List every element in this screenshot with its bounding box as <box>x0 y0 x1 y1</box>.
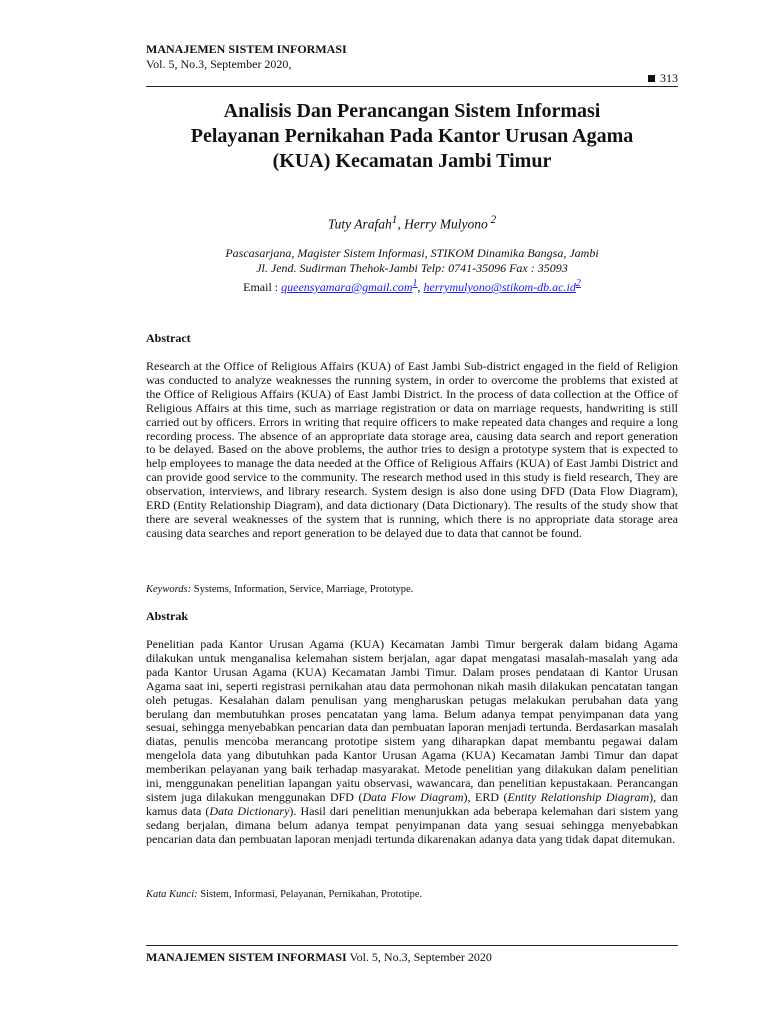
email-label: Email : <box>243 280 282 294</box>
erd-term: Entity Relationship Diagram <box>507 789 650 804</box>
abstrak-body <box>146 638 678 847</box>
email-separator: , <box>417 280 424 294</box>
abstrak-body-part-3: ), dan kamus data ( <box>146 789 678 818</box>
journal-volume: Vol. 5, No.3, September 2020, <box>146 57 292 71</box>
page-number-value: 313 <box>660 71 678 85</box>
author-separator: , <box>397 216 405 232</box>
kata-kunci-value: Sistem, Informasi, Pelayanan, Pernikahan, Prototipe. <box>197 889 423 900</box>
footer-journal-name: MANAJEMEN SISTEM INFORMASI <box>146 950 347 964</box>
abstract-keywords <box>146 583 678 597</box>
abstrak-keywords <box>146 888 678 902</box>
abstrak-body-part-2: ), ERD ( <box>463 789 508 804</box>
abstrak-body-part-1: Penelitian pada Kantor Urusan Agama (KUA) Kecamatan Jambi Timur bergerak dalam bidang Agama dilakukan untuk menganalisa kelemahan sistem berjalan, agar dapat mengatasi masalah-masalah yang ada pada Kantor Urusan Agama (KUA) Kecamatan Jambi Timur. Dalam proses pendataan di Kantor Urusan Agama saat ini, seperti registrasi pernikahan atau data permohonan nikah masih dilakukan pencatatan tangan oleh petugas. Kesalahan dalam penulisan yang mengharuskan petugas melakukan perubahan data yang berulang dan membutuhkan proses pencatatan yang lama. Belum adanya tempat penyimpanan data yang sesuai, sehingga menyebabkan pencarian data dan pembuatan laporan menjadi tertunda. Berdasarkan masalah diatas, penulis mencoba merancang prototipe sistem yang diharapkan dapat membantu pegawai dalam mengelola data yang dibutuhkan pada Kantor Urusan Agama (KUA) Kecamatan Jambi Timur dan dapat memberikan pelayanan yang baik terhadap masyarakat. Metode penelitian yang dilakukan dalam penelitian ini, menggunakan penelitian lapangan yaitu observasi, wawancara, dan penelitian kepustakaan. Perancangan sistem juga dilakukan menggunakan DFD ( <box>146 637 678 804</box>
page-number <box>648 71 678 86</box>
abstrak-heading: Abstrak <box>146 609 189 623</box>
email-1-sup: 1 <box>412 278 418 289</box>
author-list <box>146 214 678 233</box>
abstract-heading: Abstract <box>146 331 191 345</box>
footer-rule <box>146 945 678 946</box>
abstract-body: Research at the Office of Religious Affairs (KUA) of East Jambi Sub-district engaged in the field of Religion was conducted to analyze weaknesses the running system, in order to overcome the problems that existed at the Office of Religious Affairs (KUA) of East Jambi District. In the process of data collection at the Office of Religious Affairs at this time, such as marriage registration or data on marriage requests, handwriting is still carried out by officers. Errors in writing that require officers to make repeated data changes and require a long recording process. The absence of an appropriate data storage area, causing data search and report generation to be delayed. Based on the above problems, the author tries to design a prototype system that is expected to help employees to manage the data needed at the Office of Religious Affairs (KUA) of East Jambi District and can provide good service to the community. The research method used in this study is field research, They are observation, interviews, and library research. System design is also done using DFD (Data Flow Diagram), ERD (Entity Relationship Diagram), and data dictionary (Data Dictionary). The results of the study show that there are several weaknesses of the system that is running, which there is no appropriate data storage area causing data searches and report generation to be delayed due to data that cannot be found. <box>146 359 678 540</box>
header-rule <box>146 86 678 87</box>
email-link-1[interactable]: queensyamara@gmail.com <box>281 280 413 294</box>
email-link-2[interactable]: herrymulyono@stikom-db.ac.id <box>423 280 576 294</box>
abstract-heading-block <box>146 332 678 346</box>
dfd-term: Data Flow Diagram <box>362 789 464 804</box>
square-bullet-icon <box>648 75 655 82</box>
affiliation-line-1: Pascasarjana, Magister Sistem Informasi, STIKOM Dinamika Bangsa, Jambi <box>225 246 599 260</box>
author-2-sup: 2 <box>487 214 497 226</box>
keywords-label: Keywords: <box>146 584 192 595</box>
paper-title <box>146 99 678 174</box>
author-2: Herry Mulyono <box>404 216 488 232</box>
title-line-3: (KUA) Kecamatan Jambi Timur <box>272 150 552 172</box>
author-1: Tuty Arafah <box>327 216 392 232</box>
kata-kunci-label: Kata Kunci: <box>146 889 198 900</box>
abstrak-heading-block <box>146 610 678 624</box>
running-footer <box>146 950 492 965</box>
affiliation-line-2: Jl. Jend. Sudirman Thehok-Jambi Telp: 0741-35096 Fax : 35093 <box>256 261 568 275</box>
keywords-value: Systems, Information, Service, Marriage, Prototype. <box>191 584 414 595</box>
journal-name: MANAJEMEN SISTEM INFORMASI <box>146 42 347 56</box>
data-dictionary-term: Data Dictionary <box>209 803 290 818</box>
author-1-sup: 1 <box>391 214 398 226</box>
email-2-sup: 2 <box>575 278 581 289</box>
title-line-1: Analisis Dan Perancangan Sistem Informasi <box>223 100 601 122</box>
abstrak-body-part-4: ). Hasil dari penelitian menunjukkan ada beberapa kelemahan dari sistem yang sedang berjalan, dimana belum adanya tempat penyimpanan data yang sesuai sehingga menyebabkan pencarian data dan pembuatan laporan menjadi tertunda dikarenakan adanya data yang tidak dapat ditemukan. <box>146 803 678 846</box>
title-line-2: Pelayanan Pernikahan Pada Kantor Urusan Agama <box>190 125 634 147</box>
footer-volume: Vol. 5, No.3, September 2020 <box>346 950 492 964</box>
affiliation <box>146 246 678 295</box>
running-header <box>146 42 347 72</box>
email-line <box>146 276 678 295</box>
